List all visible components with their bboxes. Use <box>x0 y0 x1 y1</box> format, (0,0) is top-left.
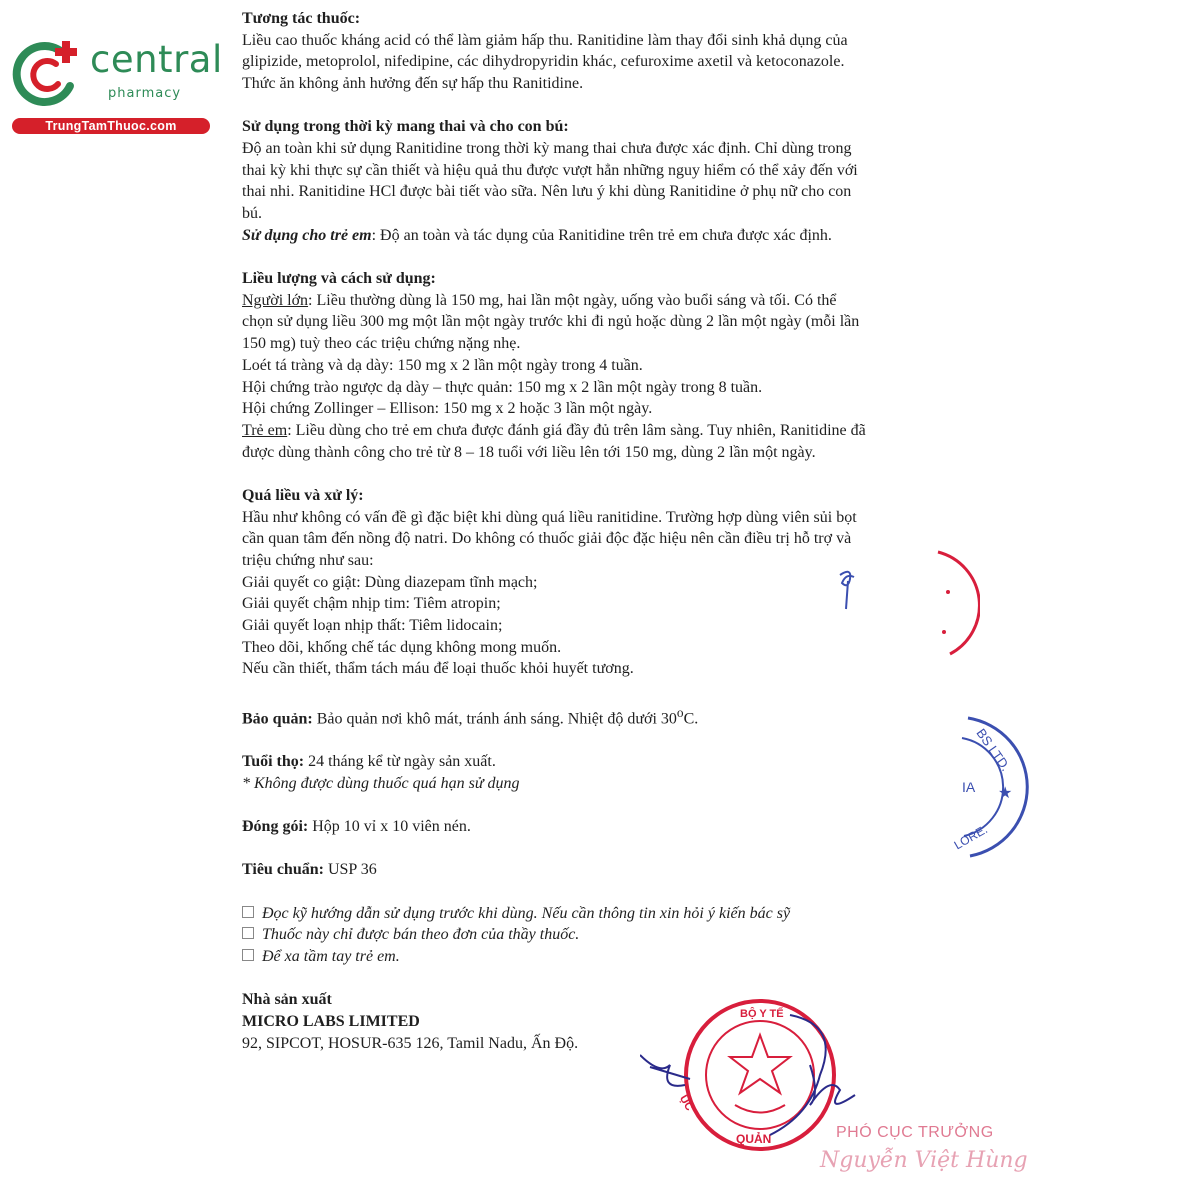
storage-unit: C. <box>683 710 699 728</box>
logo-name: central <box>90 38 223 81</box>
children-use-text: : Độ an toàn và tác dụng của Ranitidine trên trẻ em chưa được xác định. <box>371 226 832 244</box>
initial-signature-icon <box>832 565 862 615</box>
checkbox-icon <box>242 927 254 939</box>
text-line: Giải quyết chậm nhịp tim: Tiêm atropin; <box>242 595 501 613</box>
storage-label: Bảo quản: <box>242 710 313 728</box>
degree-sign: o <box>676 704 684 720</box>
warning-notes <box>242 903 974 968</box>
text-line: Loét tá tràng và dạ dày: 150 mg x 2 lần một ngày trong 4 tuần. <box>242 356 643 374</box>
ministry-stamp-bottom: QUẢN <box>736 1132 772 1146</box>
packaging-label: Đóng gói: <box>242 818 309 836</box>
company-stamp-mid: IA <box>962 779 976 795</box>
text-line: Hội chứng trào ngược dạ dày – thực quản: 150 mg x 2 lần một ngày trong 8 tuần. <box>242 378 763 396</box>
text-line: Giải quyết loạn nhịp thất: Tiêm lidocain; <box>242 617 503 635</box>
text-line: được dùng thành công cho trẻ từ 8 – 18 tuổi với liều lên tới 150 mg, dùng 2 lần một ngày. <box>242 443 816 461</box>
children-use-label: Sử dụng cho trẻ em <box>242 226 372 244</box>
shelf-life-text: 24 tháng kể từ ngày sản xuất. <box>304 753 496 771</box>
document-body <box>242 8 974 1054</box>
manufacturer-name: MICRO LABS LIMITED <box>242 1012 420 1030</box>
logo-mark-icon <box>10 38 90 114</box>
text-line: chọn sử dụng liều 300 mg một lần một ngày trước khi đi ngủ hoặc dùng 2 lần một ngày (mỗi lần <box>242 313 860 331</box>
text-line: cần quan tâm đến nồng độ natri. Do không có thuốc giải độc đặc hiệu nên cần điều trị hỗ trợ và <box>242 530 852 548</box>
text-line: triệu chứng như sau: <box>242 551 374 569</box>
logo-subtitle: pharmacy <box>108 86 182 101</box>
svg-text:★: ★ <box>998 785 1013 802</box>
signer-name: Nguyễn Việt Hùng <box>820 1148 1028 1173</box>
text-line: thai nhi. Ranitidine HCl được bài tiết vào sữa. Nên lưu ý khi dùng Ranitidine ở phụ nữ cho con <box>242 183 852 201</box>
shelf-life-note: * Không được dùng thuốc quá hạn sử dụng <box>242 774 520 792</box>
ministry-stamp-top: BỘ Y TẾ <box>740 1008 784 1020</box>
pregnancy-title: Sử dụng trong thời kỳ mang thai và cho con bú: <box>242 118 569 136</box>
company-stamp-bottom: LORE. <box>951 822 990 853</box>
standard-line <box>242 859 974 881</box>
company-stamp-icon <box>940 712 1030 862</box>
storage-line <box>242 702 974 730</box>
dosage-title: Liều lượng và cách sử dụng: <box>242 270 436 288</box>
storage-text: Bảo quản nơi khô mát, tránh ánh sáng. Nhiệt độ dưới 30 <box>312 710 677 728</box>
text-line: Thức ăn không ảnh hưởng đến sự hấp thu Ranitidine. <box>242 75 584 93</box>
ministry-stamp-left: ỤC <box>676 1093 696 1114</box>
text-line: Độ an toàn khi sử dụng Ranitidine trong thời kỳ mang thai chưa được xác định. Chỉ dùng trong <box>242 140 852 158</box>
text-line: Hầu như không có vấn đề gì đặc biệt khi dùng quá liều ranitidine. Trường hợp dùng viên sủi bọt <box>242 508 857 526</box>
logo-website-badge[interactable]: TrungTamThuoc.com <box>12 118 210 134</box>
text-line: Giải quyết co giật: Dùng diazepam tĩnh mạch; <box>242 573 538 591</box>
packaging-text: Hộp 10 vỉ x 10 viên nén. <box>308 818 471 836</box>
note-item: Để xa tầm tay trẻ em. <box>242 946 974 968</box>
shelf-life-label: Tuổi thọ: <box>242 753 305 771</box>
note-item: Đọc kỹ hướng dẫn sử dụng trước khi dùng. Nếu cần thông tin xin hỏi ý kiến bác sỹ <box>242 903 974 925</box>
text-line: bú. <box>242 205 262 223</box>
text-line: Liều cao thuốc kháng acid có thể làm giảm hấp thu. Ranitidine làm thay đổi sinh khả dụng của <box>242 31 848 49</box>
ministry-stamp-icon <box>640 995 860 1155</box>
checkbox-icon <box>242 906 254 918</box>
child-dose-line <box>242 420 974 442</box>
company-stamp <box>940 712 1030 862</box>
text-line: glipizide, metoprolol, nifedipine, các dihydropyridin khác, cefuroxime axetil và ketoconazole. <box>242 53 845 71</box>
red-stamp-fragment-icon <box>920 548 980 658</box>
standard-label: Tiêu chuẩn: <box>242 861 324 879</box>
ministry-stamp <box>640 995 860 1155</box>
checkbox-icon <box>242 949 254 961</box>
adult-dose-line <box>242 290 974 312</box>
child-label: Trẻ em <box>242 421 288 439</box>
packaging-line <box>242 816 974 838</box>
company-stamp-top: BS LTD. <box>973 725 1014 774</box>
text-line: Hội chứng Zollinger – Ellison: 150 mg x 2 hoặc 3 lần một ngày. <box>242 400 653 418</box>
children-use-line <box>242 225 974 247</box>
child-text: : Liều dùng cho trẻ em chưa được đánh giá đầy đủ trên lâm sàng. Tuy nhiên, Ranitidine đã <box>287 421 866 439</box>
standard-text: USP 36 <box>323 861 377 879</box>
manufacturer-address: 92, SIPCOT, HOSUR-635 126, Tamil Nadu, Ấn Độ. <box>242 1034 579 1052</box>
adult-label: Người lớn <box>242 291 309 309</box>
text-line: 150 mg) tuỳ theo các triệu chứng nặng nhẹ. <box>242 335 521 353</box>
note-item: Thuốc này chỉ được bán theo đơn của thầy thuốc. <box>242 924 974 946</box>
overdose-title: Quá liều và xử lý: <box>242 486 364 504</box>
signer-title: PHÓ CỤC TRƯỞNG <box>836 1124 994 1141</box>
manufacturer-label: Nhà sản xuất <box>242 991 332 1009</box>
shelf-life-line <box>242 751 974 773</box>
interaction-title: Tương tác thuốc: <box>242 10 361 27</box>
text-line: Nếu cần thiết, thẩm tách máu để loại thuốc khỏi huyết tương. <box>242 660 634 678</box>
text-line: thai kỳ khi thực sự cần thiết và hiệu quả thu được vượt hẳn những nguy hiểm có thể xảy đến với <box>242 161 858 179</box>
adult-text: : Liều thường dùng là 150 mg, hai lần một ngày, uống vào buổi sáng và tối. Có thể <box>308 291 837 309</box>
text-line: Theo dõi, khống chế tác dụng không mong muốn. <box>242 638 562 656</box>
pharmacy-logo <box>10 38 223 138</box>
